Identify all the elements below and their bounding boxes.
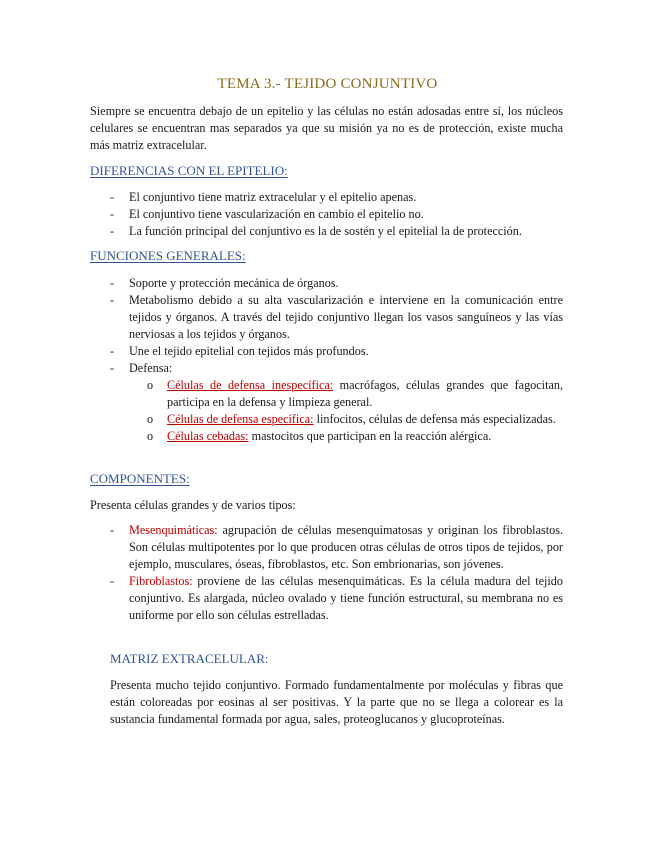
page-title: TEMA 3.- TEJIDO CONJUNTIVO	[217, 76, 438, 92]
intro-paragraph: Siempre se encuentra debajo de un epitelio y las células no están adosadas entre sí, los núcleos celulares se encuentran mas separados ya que su misión ya no es de protección, existe mucha más matriz extracelular.	[90, 104, 563, 152]
sublist-item: o Células de defensa inespecífica: macrófagos, células grandes que fagocitan, participa en la defensa y limpieza general.	[147, 378, 564, 409]
componentes-list	[0, 522, 655, 624]
defensa-term: Células de defensa específica:	[167, 412, 314, 426]
defensa-sublist	[129, 377, 563, 445]
matriz-paragraph: Presenta mucho tejido conjuntivo. Formado fundamentalmente por moléculas y fibras que están coloreadas por eosinas al ser positivas. Y la parte que no se llega a colorear es la sustancia fundamental formada por agua, sales, proteoglucanos y glucoproteínas.	[110, 678, 563, 726]
sublist-item: o Células cebadas: mastocitos que participan en la reacción alérgica.	[147, 429, 492, 443]
list-item: - Fibroblastos: proviene de las células mesenquimáticas. Es la célula madura del tejido conjuntivo. Es alargada, núcleo ovalado y tiene función estructural, su membrana no es uniforme por ello son células estrelladas.	[110, 574, 563, 622]
section-heading-componentes: COMPONENTES:	[90, 471, 190, 486]
list-item: - Soporte y protección mecánica de órganos.	[110, 276, 339, 290]
section-heading-funciones: FUNCIONES GENERALES:	[90, 248, 246, 263]
list-item: - Metabolismo debido a su alta vascularización e interviene en la comunicación entre tejidos y órganos. A través del tejido conjuntivo llegan los vasos sanguíneos y las vías nerviosas a los tejidos y órganos.	[110, 293, 563, 341]
componente-term: Fibroblastos:	[129, 574, 193, 588]
list-item: - Mesenquimáticas: agrupación de células mesenquimatosas y originan los fibroblastos. Son células multipotentes por lo que producen otras células de otros tipos de tejidos, por ejemplo, musculares, óseas, fibroblastos, etc. Son embrionarias, son jóvenes.	[110, 523, 563, 571]
componentes-intro: Presenta células grandes y de varios tipos:	[90, 498, 296, 512]
section-heading-diferencias: DIFERENCIAS CON EL EPITELIO:	[90, 163, 288, 178]
list-item: - Defensa: o Células de defensa inespecífica: macrófagos, células grandes que fagocitan, participa en la defensa y limpieza general. o Células de defensa específica: linfocitos, células de defensa más especializadas. o Células cebadas: mastocitos que participan en la reacción alérgica.	[110, 361, 564, 443]
list-item: - El conjuntivo tiene vascularización en cambio el epitelio no.	[110, 207, 424, 221]
defensa-term: Células de defensa inespecífica:	[167, 378, 334, 392]
sublist-item: o Células de defensa específica: linfocitos, células de defensa más especializadas.	[147, 412, 556, 426]
defensa-term: Células cebadas:	[167, 429, 249, 443]
list-item: - El conjuntivo tiene matriz extracelular y el epitelio apenas.	[110, 190, 417, 204]
diferencias-list	[0, 189, 655, 240]
funciones-list	[0, 275, 655, 445]
list-item: - Une el tejido epitelial con tejidos más profundos.	[110, 344, 369, 358]
section-heading-matriz: MATRIZ EXTRACELULAR:	[110, 651, 269, 666]
list-item: - La función principal del conjuntivo es la de sostén y el epitelial la de protección.	[110, 224, 522, 238]
componente-term: Mesenquimáticas:	[129, 523, 218, 537]
